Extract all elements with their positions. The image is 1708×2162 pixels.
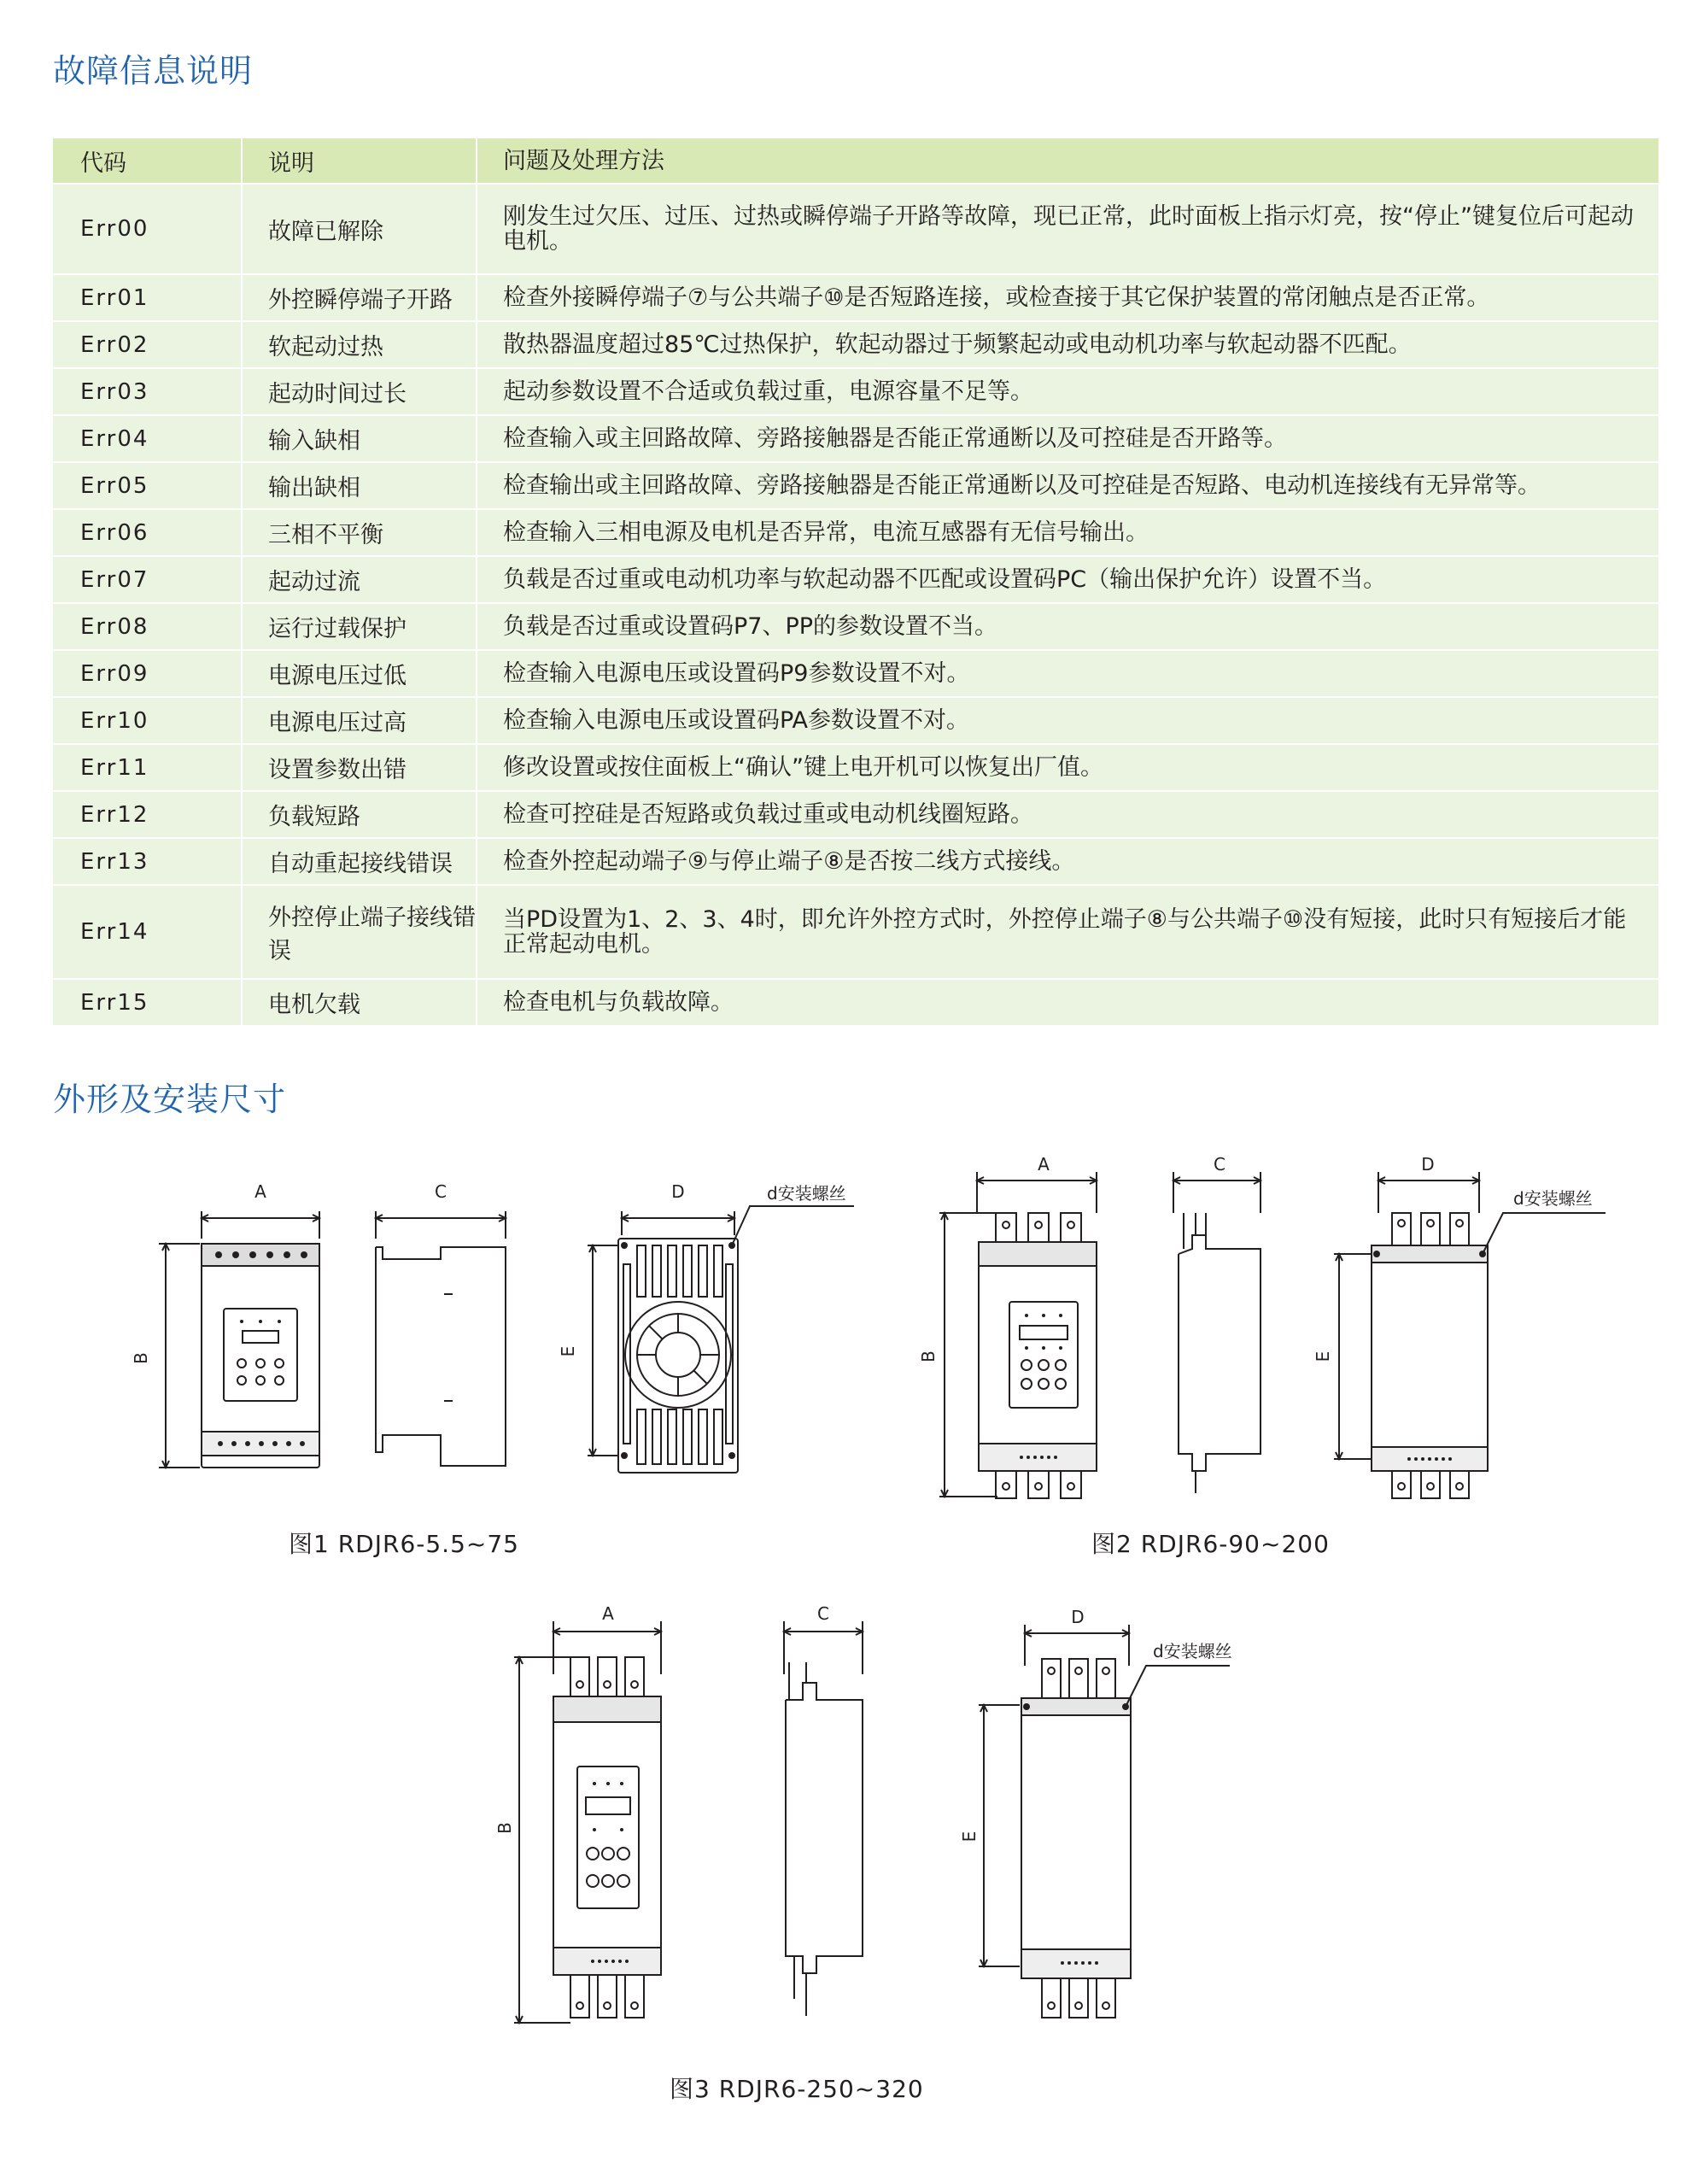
fault-code: Err06 [53,509,242,556]
fault-method: 检查电机与负载故障。 [477,979,1658,1026]
fault-code: Err01 [53,274,242,321]
fig1-caption: 图1 RDJR6-5.5~75 [289,1530,519,1558]
fault-code: Err09 [53,650,242,697]
fault-description: 外控瞬停端子开路 [242,274,477,321]
fault-description: 输入缺相 [242,415,477,462]
fault-method: 检查输出或主回路故障、旁路接触器是否能正常通断以及可控硅是否短路、电动机连接线有无异常等。 [477,462,1658,509]
fault-method: 起动参数设置不合适或负载过重，电源容量不足等。 [477,368,1658,415]
fault-code: Err07 [53,556,242,603]
fig3-front-view [494,1603,661,2023]
fault-description: 三相不平衡 [242,509,477,556]
fault-method: 负载是否过重或设置码P7、PP的参数设置不当。 [477,603,1658,650]
fault-method: 散热器温度超过85℃过热保护，软起动器过于频繁起动或电动机功率与软起动器不匹配。 [477,321,1658,368]
fault-description: 电源电压过高 [242,697,477,744]
fault-description: 输出缺相 [242,462,477,509]
fault-code: Err05 [53,462,242,509]
fig2-label-b: B [918,1351,939,1362]
fig2-side-view [1173,1154,1261,1493]
fault-description: 软起动过热 [242,321,477,368]
fig1-front-view [131,1181,319,1468]
header-description: 说明 [242,138,477,184]
fig3-side-view [784,1603,863,2016]
fig1-rear-view [558,1181,854,1473]
fault-method: 检查输入电源电压或设置码PA参数设置不对。 [477,697,1658,744]
fig2-screw-label: d安装螺丝 [1513,1188,1593,1209]
fig1-label-c: C [435,1181,447,1202]
header-code: 代码 [53,138,242,184]
fault-description: 外控停止端子接线错误 [242,885,477,979]
fig3-label-e: E [959,1831,980,1843]
fig1-label-a: A [254,1181,266,1202]
section-title-fault-info: 故障信息说明 [53,52,254,90]
fig3-caption: 图3 RDJR6-250~320 [670,2075,924,2103]
fault-method: 检查输入三相电源及电机是否异常，电流互感器有无信号输出。 [477,509,1658,556]
fig2-label-c: C [1214,1154,1225,1175]
fault-code: Err03 [53,368,242,415]
fault-description: 电机欠载 [242,979,477,1026]
fig1-label-e: E [558,1345,578,1357]
fig1-label-b: B [131,1352,151,1364]
fault-code: Err08 [53,603,242,650]
fig1-side-view [376,1181,506,1466]
fig2-rear-view [1313,1154,1606,1498]
fault-description: 故障已解除 [242,184,477,274]
fig2-caption: 图2 RDJR6-90~200 [1091,1530,1330,1558]
fig2-label-e: E [1313,1351,1333,1362]
fault-code: Err00 [53,184,242,274]
fault-code: Err10 [53,697,242,744]
fault-method: 检查外接瞬停端子⑦与公共端子⑩是否短路连接，或检查接于其它保护装置的常闭触点是否正常。 [477,274,1658,321]
fig1-screw-label: d安装螺丝 [767,1183,846,1204]
fault-code: Err12 [53,791,242,838]
fault-description: 电源电压过低 [242,650,477,697]
fig3-rear-view [959,1607,1232,2018]
fault-code: Err14 [53,885,242,979]
fig3-label-a: A [602,1603,614,1624]
fault-method: 检查可控硅是否短路或负载过重或电动机线圈短路。 [477,791,1658,838]
fault-description: 负载短路 [242,791,477,838]
fault-method: 当PD设置为1、2、3、4时，即允许外控方式时，外控停止端子⑧与公共端子⑩没有短接，此时只有短接后才能正常起动电机。 [477,885,1658,979]
fault-description: 起动时间过长 [242,368,477,415]
fault-description: 运行过载保护 [242,603,477,650]
fault-method: 检查外控起动端子⑨与停止端子⑧是否按二线方式接线。 [477,838,1658,885]
header-method: 问题及处理方法 [477,138,1658,184]
fault-method: 负载是否过重或电动机功率与软起动器不匹配或设置码PC（输出保护允许）设置不当。 [477,556,1658,603]
fault-description: 自动重起接线错误 [242,838,477,885]
fault-method: 检查输入电源电压或设置码P9参数设置不对。 [477,650,1658,697]
fig3-label-b: B [494,1822,515,1834]
fig2-label-d: D [1421,1154,1435,1175]
fault-code: Err13 [53,838,242,885]
fault-method: 刚发生过欠压、过压、过热或瞬停端子开路等故障，现已正常，此时面板上指示灯亮，按“停止”键复位后可起动电机。 [477,184,1658,274]
fault-method: 检查输入或主回路故障、旁路接触器是否能正常通断以及可控硅是否开路等。 [477,415,1658,462]
fig3-screw-label: d安装螺丝 [1153,1641,1232,1661]
fig2-front-view [918,1154,1097,1498]
fault-method: 修改设置或按住面板上“确认”键上电开机可以恢复出厂值。 [477,744,1658,791]
fault-description: 起动过流 [242,556,477,603]
fig3-label-c: C [817,1603,829,1624]
fig2-label-a: A [1038,1154,1050,1175]
fault-description: 设置参数出错 [242,744,477,791]
fig1-label-d: D [671,1181,685,1202]
fault-code: Err15 [53,979,242,1026]
fault-code: Err04 [53,415,242,462]
fault-code: Err11 [53,744,242,791]
fault-code: Err02 [53,321,242,368]
fig3-label-d: D [1071,1607,1085,1627]
section-title-dimensions: 外形及安装尺寸 [53,1081,287,1118]
